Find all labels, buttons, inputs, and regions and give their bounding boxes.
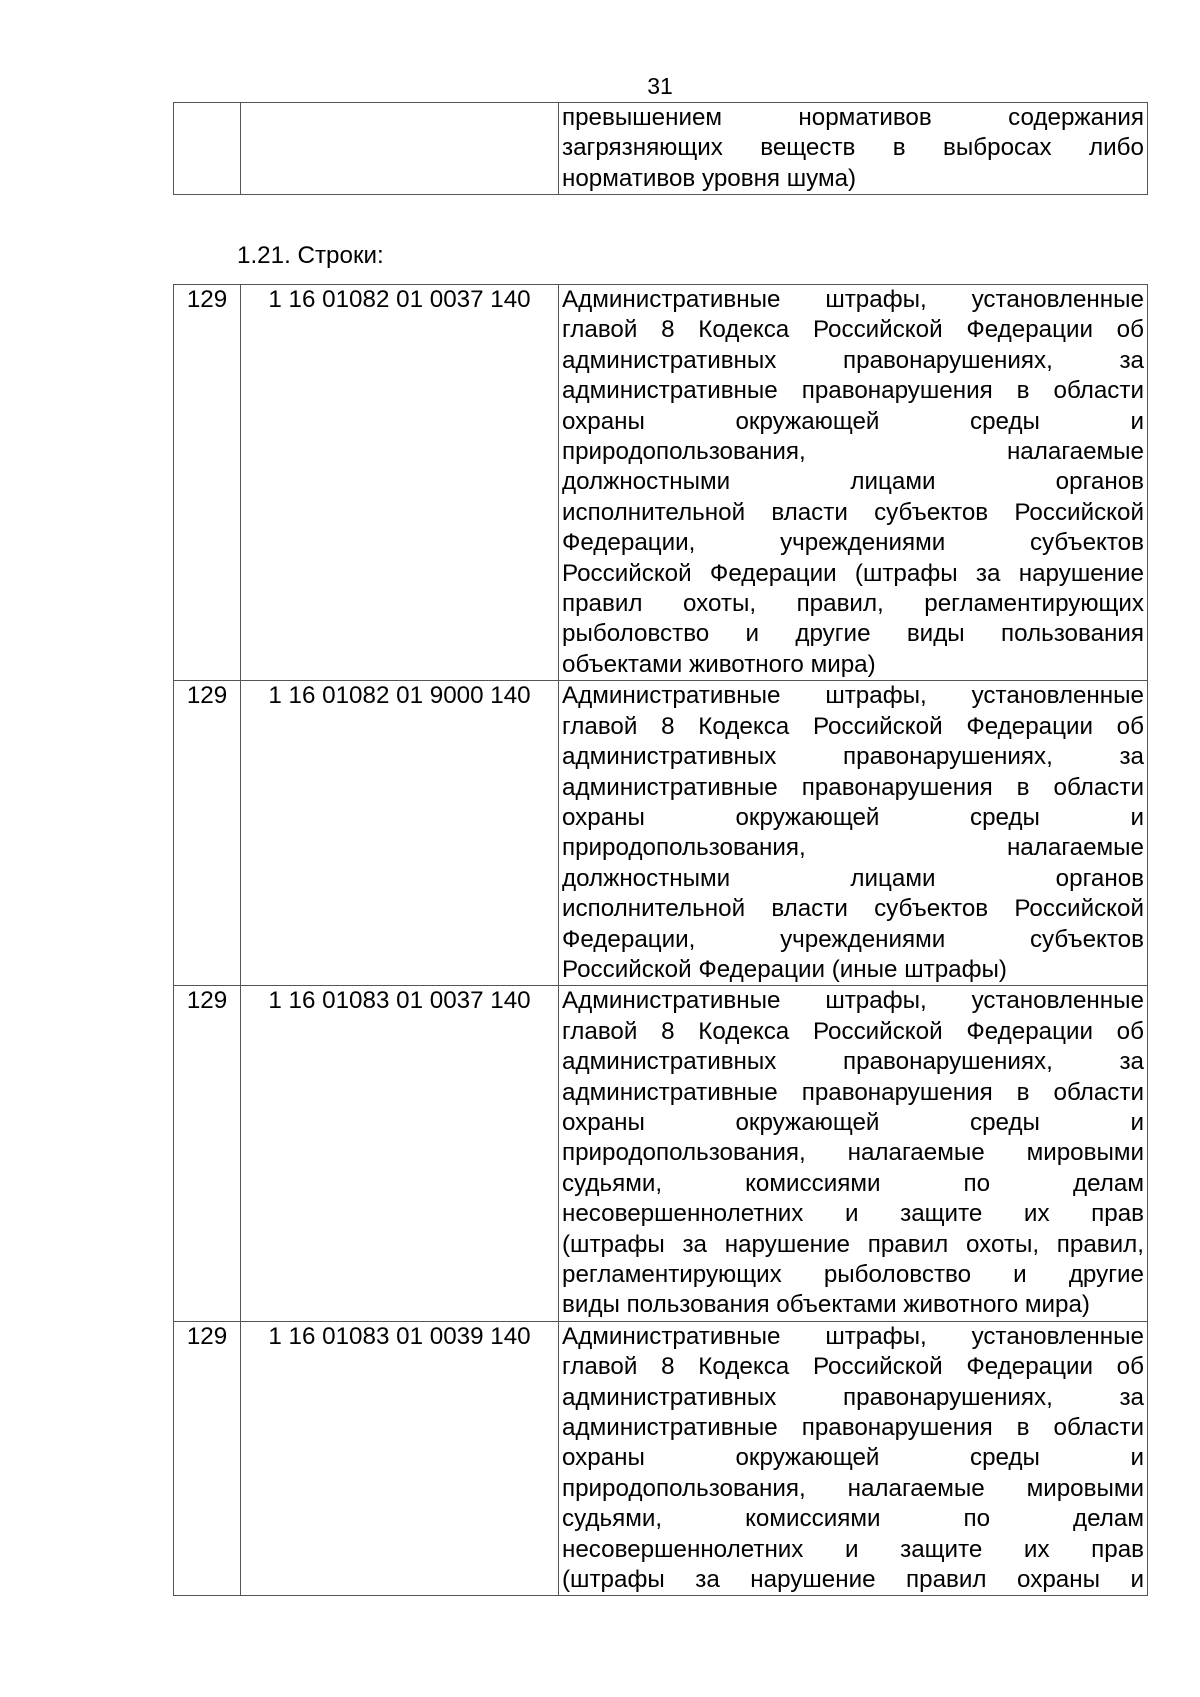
row-number-cell: 129 <box>174 285 241 681</box>
description-line: виды пользования объектами животного мира) <box>562 1291 1090 1319</box>
description-line: главой 8 Кодекса Российской Федерации об <box>562 1017 1144 1045</box>
description-line: превышением нормативов содержания <box>562 104 1144 131</box>
code-cell: 1 16 01082 01 0037 140 <box>241 285 559 681</box>
description-line: судьями, комиссиями по делам <box>562 1505 1144 1533</box>
description-line: природопользования, налагаемые мировыми <box>562 1139 1144 1167</box>
description-line: Федерации, учреждениями субъектов <box>562 925 1144 953</box>
description-line: Федерации, учреждениями субъектов <box>562 529 1144 557</box>
continuation-table <box>173 102 1148 195</box>
description-line: судьями, комиссиями по делам <box>562 1169 1144 1197</box>
description-line: (штрафы за нарушение правил охраны и <box>562 1566 1144 1594</box>
table-row <box>174 1321 1148 1596</box>
description-line: административные правонарушения в области <box>562 1078 1144 1106</box>
row-number-cell <box>174 103 241 195</box>
description-line: главой 8 Кодекса Российской Федерации об <box>562 712 1144 740</box>
description-line: Российской Федерации (иные штрафы) <box>562 955 1007 983</box>
description-line: административных правонарушениях, за <box>562 346 1144 374</box>
description-cell <box>559 1321 1148 1596</box>
row-number-cell: 129 <box>174 681 241 986</box>
table-row <box>174 681 1148 986</box>
description-line: Административные штрафы, установленные <box>562 682 1144 710</box>
description-line: охраны окружающей среды и <box>562 407 1144 435</box>
description-line: главой 8 Кодекса Российской Федерации об <box>562 316 1144 344</box>
description-line: природопользования, налагаемые мировыми <box>562 1474 1144 1502</box>
description-line: Административные штрафы, установленные <box>562 1322 1144 1350</box>
description-line: административные правонарушения в области <box>562 773 1144 801</box>
description-line: исполнительной власти субъектов Российской <box>562 498 1144 526</box>
table-row <box>174 986 1148 1321</box>
code-cell: 1 16 01083 01 0037 140 <box>241 986 559 1321</box>
description-cell <box>559 681 1148 986</box>
description-line: Административные штрафы, установленные <box>562 286 1144 313</box>
code-cell: 1 16 01082 01 9000 140 <box>241 681 559 986</box>
description-line: административных правонарушениях, за <box>562 743 1144 771</box>
description-line: Российской Федерации (штрафы за нарушение <box>562 559 1144 587</box>
description-line: природопользования, налагаемые <box>562 834 1144 862</box>
description-line: несовершеннолетних и защите их прав <box>562 1535 1144 1563</box>
description-line: административные правонарушения в области <box>562 1414 1144 1442</box>
description-line: несовершеннолетних и защите их прав <box>562 1200 1144 1228</box>
description-line: Административные штрафы, установленные <box>562 987 1144 1015</box>
description-line: объектами животного мира) <box>562 650 876 678</box>
description-line: природопользования, налагаемые <box>562 438 1144 466</box>
code-cell: 1 16 01083 01 0039 140 <box>241 1321 559 1596</box>
description-cell <box>559 285 1148 681</box>
description-line: правил охоты, правил, регламентирующих <box>562 590 1144 618</box>
row-number-cell: 129 <box>174 986 241 1321</box>
page-number: 31 <box>647 73 673 99</box>
description-line: административные правонарушения в области <box>562 377 1144 405</box>
description-line: нормативов уровня шума) <box>562 164 857 192</box>
table-row <box>174 103 1148 195</box>
description-line: регламентирующих рыболовство и другие <box>562 1261 1144 1288</box>
description-line: административных правонарушениях, за <box>562 1383 1144 1411</box>
description-line: охраны окружающей среды и <box>562 803 1144 831</box>
description-line: (штрафы за нарушение правил охоты, правил, <box>562 1230 1144 1258</box>
description-cell <box>559 103 1148 195</box>
table-row <box>174 285 1148 681</box>
section-heading: 1.21. Строки: <box>237 242 384 269</box>
description-line: должностными лицами органов <box>562 864 1144 892</box>
budget-codes-table <box>173 284 1148 1596</box>
description-line: исполнительной власти субъектов Российской <box>562 895 1144 923</box>
description-line: главой 8 Кодекса Российской Федерации об <box>562 1353 1144 1381</box>
description-line: охраны окружающей среды и <box>562 1108 1144 1136</box>
code-cell <box>241 103 559 195</box>
description-line: загрязняющих веществ в выбросах либо <box>562 134 1144 162</box>
description-line: административных правонарушениях, за <box>562 1048 1144 1076</box>
description-cell <box>559 986 1148 1321</box>
description-line: рыболовство и другие виды пользования <box>562 620 1144 648</box>
description-line: должностными лицами органов <box>562 468 1144 496</box>
row-number-cell: 129 <box>174 1321 241 1596</box>
description-line: охраны окружающей среды и <box>562 1444 1144 1472</box>
